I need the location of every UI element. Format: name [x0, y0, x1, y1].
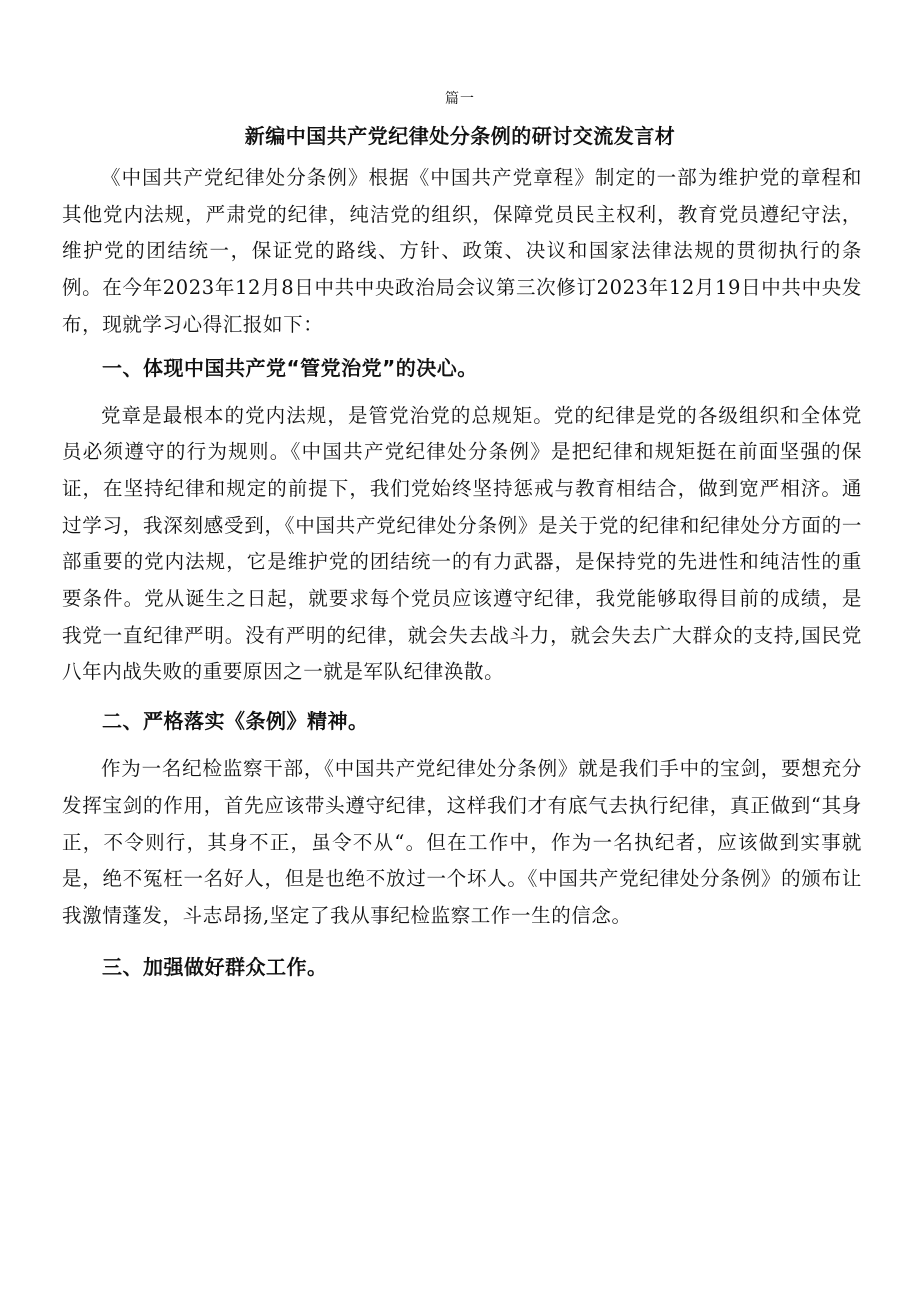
- section-heading-1: 一、体现中国共产党“管党治党”的决心。: [102, 355, 478, 380]
- section-heading-3: 三、加强做好群众工作。: [102, 954, 328, 979]
- document-title: 新编中国共产党纪律处分条例的研讨交流发言材: [244, 124, 676, 148]
- section-label: 篇一: [445, 91, 475, 107]
- section-body-1: 党章是最根本的党内法规，是管党治党的总规矩。党的纪律是党的各级组织和全体党员必须遵守的行为规则。《中国共产党纪律处分条例》是把纪律和规矩挺在前面坚强的保证，在坚持纪律和规定的前提下，我们党始终坚持惩戒与教育相结合，做到宽严相济。通过学习，我深刻感受到，《中国共产党纪律处分条例》是关于党的纪律和纪律处分方面的一部重要的党内法规，它是维护党的团结统一的有力武器，是保持党的先进性和纯洁性的重要条件。党从诞生之日起，就要求每个党员应该遵守纪律，我党能够取得目前的成绩，是我党一直纪律严明。没有严明的纪律，就会失去战斗力，就会失去广大群众的支持,国民党八年内战失败的重要原因之一就是军队纪律涣散。: [62, 403, 862, 684]
- document-body: [62, 160, 862, 997]
- intro-paragraph: 《中国共产党纪律处分条例》根据《中国共产党章程》制定的一部为维护党的章程和其他党内法规，严肃党的纪律，纯洁党的组织，保障党员民主权利，教育党员遵纪守法，维护党的团结统一，保证党的路线、方针、政策、决议和国家法律法规的贯彻执行的条例。在今年2023年12月8日中共中央政治局会议第三次修订2023年12月19日中共中央发布，现就学习心得汇报如下：: [62, 166, 862, 336]
- section-body-2: 作为一名纪检监察干部，《中国共产党纪律处分条例》就是我们手中的宝剑，要想充分发挥宝剑的作用，首先应该带头遵守纪律，这样我们才有底气去执行纪律，真正做到“其身正，不令则行，其身不正，虽令不从“。但在工作中，作为一名执纪者，应该做到实事就是，绝不冤枉一名好人，但是也绝不放过一个坏人。《中国共产党纪律处分条例》的颁布让我激情蓬发，斗志昂扬,坚定了我从事纪检监察工作一生的信念。: [62, 757, 862, 927]
- section-heading-2: 二、严格落实《条例》精神。: [102, 709, 369, 734]
